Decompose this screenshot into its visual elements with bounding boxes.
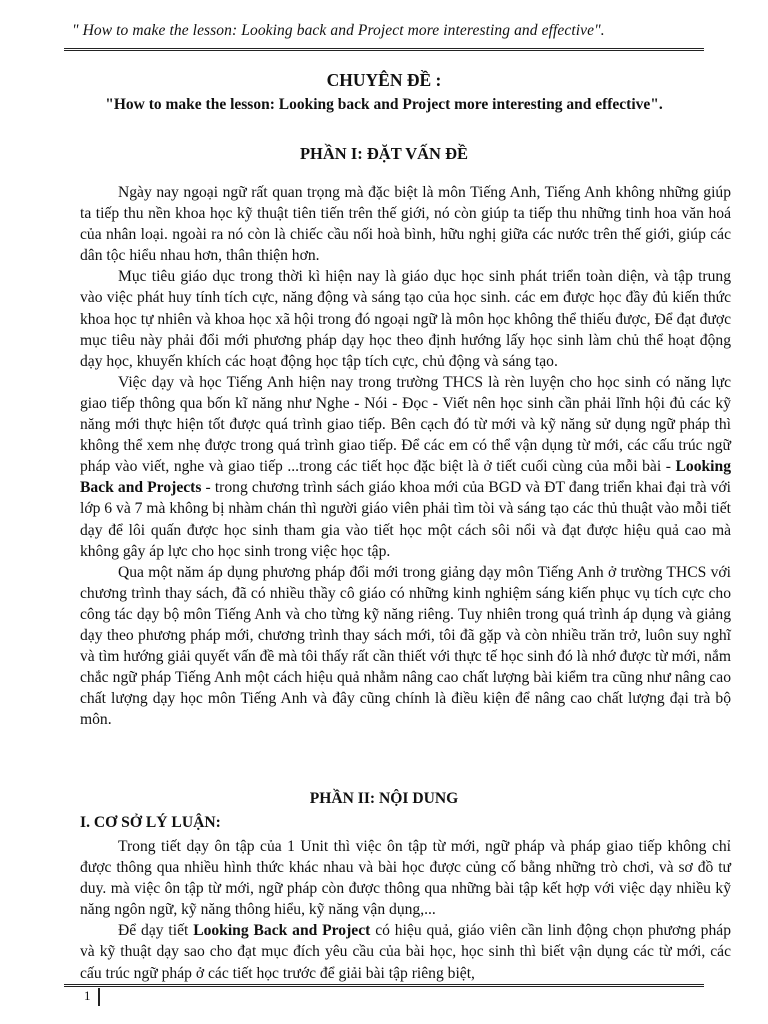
paragraph-3-bold: Looking Back and Projects xyxy=(80,458,731,497)
part1-body xyxy=(80,182,731,730)
paragraph-3 xyxy=(80,372,731,562)
paragraph-3-text-b: - trong chương trình sách giáo khoa mới của BGD và ĐT đang triển khai đại trà với lớp 6 và 7 mà không bị nhàm chán thì người giáo viên phải tìm tòi và sáng tạo các thủ thuật vào mỗi tiết dạy để lôi quấn được học sinh tham gia vào tiết học một cách sôi nổi và đạt được hiệu quả cao mà không gây áp lực cho học sinh trong việc học tập. xyxy=(80,479,731,560)
page-number: 1 xyxy=(84,988,91,1003)
section1-paragraph-1: Trong tiết dạy ôn tập của 1 Unit thì việc ôn tập từ mới, ngữ pháp và pháp giao tiếp không chỉ được thông qua nhiều hình thức khác nhau và bài học được củng cố bằng những trò chơi, và sơ đồ tư duy. mà việc ôn tập từ mới, ngữ pháp còn được thông qua những bài tập kết hợp với việc dạy nhiều kỹ năng ngôn ngữ, kỹ năng thông hiểu, kỹ năng vận dụng,... xyxy=(80,838,731,919)
part2-heading: PHẦN II: NỘI DUNG xyxy=(309,790,459,807)
paragraph-3-text-a: Việc dạy và học Tiếng Anh hiện nay trong trường THCS là rèn luyện cho học sinh có năng lực giao tiếp thông qua bốn kĩ năng như Nghe - Nói - Đọc - Viết nên học sinh cần phải lĩnh hội đủ các kỹ năng mới thực hiện tốt được quá trình giao tiếp. Bên cạch đó từ mới và kỹ năng sử dụng ngữ pháp thì không thể xem nhẹ được trong quá trình giao tiếp. Để các em có thể vận dụng từ mới, các cấu trúc ngữ pháp vào viết, nghe và giao tiếp ...trong các tiết học đặc biệt là ở tiết cuối cùng của mỗi bài - xyxy=(80,373,731,476)
footer-rule xyxy=(64,984,704,987)
part1-heading: PHẦN I: ĐẶT VẤN ĐỀ xyxy=(299,144,469,163)
paragraph-4: Qua một năm áp dụng phương pháp đổi mới trong giảng dạy môn Tiếng Anh ở trường THCS với chương trình thay sách, đã có nhiều thầy cô giáo có những kinh nghiệm sáng kiến phục vụ tích cực cho công tác dạy bộ môn Tiếng Anh và cho từng kỹ năng riêng. Tuy nhiên trong quá trình áp dụng và giảng dạy theo phương pháp mới, chương trình thay sách mới, tôi đã gặp và còn nhiều trăn trở, luôn suy nghĩ và tìm hướng giải quyết vấn đề mà tôi thấy rất cần thiết với thực tế học sinh đó là nhớ được từ mới, nắm chắc ngữ pháp Tiếng Anh một cách hiệu quả nhằm nâng cao chất lượng bài kiểm tra cũng như nâng cao chất lượng dạy học môn Tiếng Anh và đây cũng chính là điều kiện để nâng cao chất lượng đại trà bộ môn. xyxy=(80,563,731,729)
footer-bar xyxy=(98,988,100,1006)
section1-body xyxy=(80,836,731,984)
header-rule xyxy=(64,48,704,51)
paragraph-2: Mục tiêu giáo dục trong thời kì hiện nay là giáo dục học sinh phát triển toàn diện, và tập trung vào việc phát huy tính tích cực, năng động và sáng tạo của học sinh. các em được học đầy đủ kiến thức khoa học tự nhiên và khoa học xã hội trong đó ngoại ngữ là môn học không thể thiếu được, Để đạt được mục tiêu này phải đổi mới phương pháp dạy học theo định hướng lấy học sinh làm chủ thể hoạt động dạy học, khuyến khích các hoạt động học tập tích cực, chủ động và sáng tạo. xyxy=(80,268,731,370)
section1-heading: I. CƠ SỞ LÝ LUẬN: xyxy=(80,814,221,831)
document-title: CHUYÊN ĐỀ : xyxy=(326,70,442,90)
document-subtitle: "How to make the lesson: Looking back and Project more interesting and effective". xyxy=(105,96,663,113)
running-header: " How to make the lesson: Looking back and Project more interesting and effective". xyxy=(72,22,605,39)
section1-paragraph-2-text-a: Để dạy tiết xyxy=(118,922,189,940)
section1-paragraph-2-text-b: có hiệu quả, giáo viên cần linh động chọn phương pháp và kỹ thuật dạy sao cho đạt mục đích yêu cầu của bài học, học sinh thì biết vận dụng các từ mới, các cấu trúc ngữ pháp ở các tiết học trước để giải bài tập riêng biệt, xyxy=(80,922,731,982)
section1-paragraph-2 xyxy=(80,920,731,983)
section1-paragraph-2-bold: Looking Back and Project xyxy=(193,922,371,940)
paragraph-1: Ngày nay ngoại ngữ rất quan trọng mà đặc biệt là môn Tiếng Anh, Tiếng Anh không những giúp ta tiếp thu nền khoa học kỹ thuật tiên tiến trên thế giới, nó còn giúp ta tiếp thu những tinh hoa văn hoá của nhân loại. ngoài ra nó còn là chiếc cầu nối hoà bình, hữu nghị giữa các nước trên thế giới, giúp các dân tộc hiểu nhau hơn, thân thiện hơn. xyxy=(80,184,731,265)
